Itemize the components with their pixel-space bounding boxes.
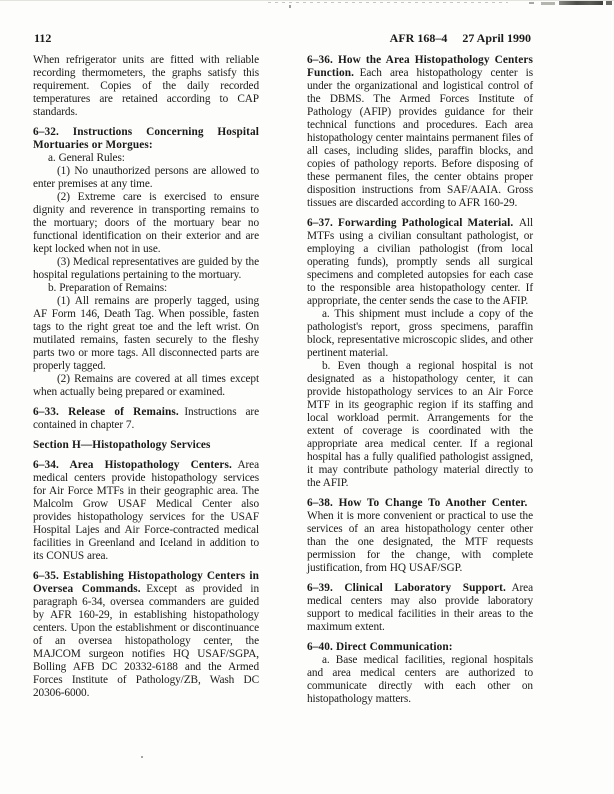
- body-paragraph: a. General Rules:: [48, 152, 125, 164]
- page-number: 112: [34, 31, 52, 45]
- section-heading: 6–33. Release of Remains.: [33, 406, 179, 418]
- page-header: [34, 32, 531, 45]
- section-paragraph: 6–38. How To Change To Another Center. When it is more convenient or practical to use the services of an area histopathology center other than the one designated, the MTF requests permission for the change, with complete justification, from HQ USAF/SGP.: [307, 497, 533, 574]
- scan-artifact-mark: [606, 1, 612, 5]
- document-number: AFR 168–4: [389, 31, 448, 45]
- body-paragraph: (2) Remains are covered at all times except when actually being prepared or examined.: [33, 373, 259, 398]
- section-paragraph: [307, 641, 533, 654]
- left-column: [33, 54, 259, 706]
- body-paragraph: (2) Extreme care is exercised to ensure dignity and reverence in transporting remains to the mortuary; doors of the mortuary bear no functional identification on their exterior and are kept locked when not in use.: [33, 191, 259, 255]
- section-paragraph: 6–39. Clinical Laboratory Support. Area medical centers may also provide laboratory support to medical facilities in their areas to the maximum extent.: [307, 582, 533, 633]
- scan-artifact-speck: [141, 756, 143, 758]
- body-paragraph: a. Base medical facilities, regional hospitals and area medical centers are authorized to communicate directly with each other on histopathology matters.: [307, 654, 533, 705]
- section-paragraph: [33, 439, 259, 452]
- section-heading: 6–40. Direct Communication:: [307, 641, 453, 653]
- section-paragraph: 6–37. Forwarding Pathological Material. All MTFs using a civilian consultant pathologist, or employing a civilian pathologist (from local operating funds), promptly sends all surgical specimens and completed autopsies for each case to the responsible area histopathology center. If appropriate, the center sends the case to the AFIP.: [307, 217, 533, 307]
- scan-artifact-mark: [559, 1, 603, 5]
- section-heading: Section H—Histopathology Services: [33, 439, 211, 451]
- body-paragraph: a. This shipment must include a copy of the pathologist's report, gross specimens, paraffin block, representative microscopic slides, and other pertinent material.: [307, 308, 533, 359]
- scan-artifact-dotted-line: [268, 2, 508, 3]
- section-heading: 6–32. Instructions Concerning Hospital Mortuaries or Morgues:: [33, 126, 259, 151]
- body-paragraph: When refrigerator units are fitted with reliable recording thermometers, the graphs satisfy this requirement. Copies of the daily recorded temperatures are retained according to CAP standards.: [33, 54, 259, 118]
- two-column-body: [33, 54, 533, 706]
- section-heading: 6–39. Clinical Laboratory Support.: [307, 582, 506, 594]
- section-heading: 6–37. Forwarding Pathological Material.: [307, 217, 514, 229]
- body-paragraph: (1) No unauthorized persons are allowed to enter premises at any time.: [33, 165, 259, 190]
- section-paragraph: 6–36. How the Area Histopathology Centers Function. Each area histopathology center is under the organizational and logistical control of the DBMS. The Armed Forces Institute of Pathology (AFIP) provides guidance for their technical functions and procedures. Each area histopathology center maintains permanent files of all cases, including slides, paraffin blocks, and copies of pathology reports. Before disposing of these permanent files, the center obtains proper disposition instructions from SAF/AAIA. Gross tissues are discarded according to AFR 160-29.: [307, 54, 533, 209]
- header-right-group: [390, 32, 531, 45]
- section-paragraph: 6–35. Establishing Histopathology Centers in Oversea Commands. Except as provided in paragraph 6-34, oversea commanders are guided by AFR 160-29, in establishing histopathology centers. Upon the establishment or discontinuance of an oversea histopathology center, the MAJCOM surgeon notifies HQ USAF/SGPA, Bolling AFB DC 20332-6188 and the Armed Forces Institute of Pathology/ZB, Wash DC 20306-6000.: [33, 570, 259, 699]
- body-paragraph: b. Preparation of Remains:: [48, 282, 168, 294]
- right-column: [307, 54, 533, 706]
- section-heading: 6–34. Area Histopathology Centers.: [33, 459, 232, 471]
- body-paragraph: (3) Medical representatives are guided by the hospital regulations pertaining to the mortuary.: [33, 256, 259, 281]
- document-date: 27 April 1990: [462, 31, 531, 45]
- section-heading: 6–36. How the Area Histopathology Centers Function.: [307, 54, 533, 79]
- body-paragraph: (1) All remains are properly tagged, using AF Form 146, Death Tag. When possible, fasten tags to the right great toe and the left wrist. On mutilated remains, fasten securely to the fleshy parts two or more tags. All disconnected parts are properly tagged.: [33, 295, 259, 372]
- section-paragraph: [33, 126, 259, 152]
- scan-artifact-mark: [541, 2, 555, 5]
- section-paragraph: 6–33. Release of Remains. Instructions are contained in chapter 7.: [33, 406, 259, 431]
- body-paragraph: b. Even though a regional hospital is not designated as a histopathology center, it can provide histopathology services to an Air Force MTF in its geographic region if its staffing and local workload permit. Arrangements for the extent of coverage is coordinated with the appropriate area medical center. If a regional hospital has a fully qualified pathologist assigned, it may contribute pathology material directly to the AFIP.: [307, 360, 533, 489]
- section-heading: 6–35. Establishing Histopathology Centers in Oversea Commands.: [33, 570, 259, 595]
- section-paragraph: 6–34. Area Histopathology Centers. Area medical centers provide histopathology services for Air Force MTFs in their geographic area. The Malcolm Grow USAF Medical Center also provides histopathology services for the USAF Hospital Lajes and Air Force-contracted medical facilities in Greenland and Iceland in addition to its CONUS area.: [33, 459, 259, 562]
- section-heading: 6–38. How To Change To Another Center.: [307, 497, 528, 509]
- scan-artifact-mark: [529, 2, 534, 4]
- scan-artifact-speck: [289, 5, 291, 8]
- scan-artifact-top-line: [0, 0, 614, 1]
